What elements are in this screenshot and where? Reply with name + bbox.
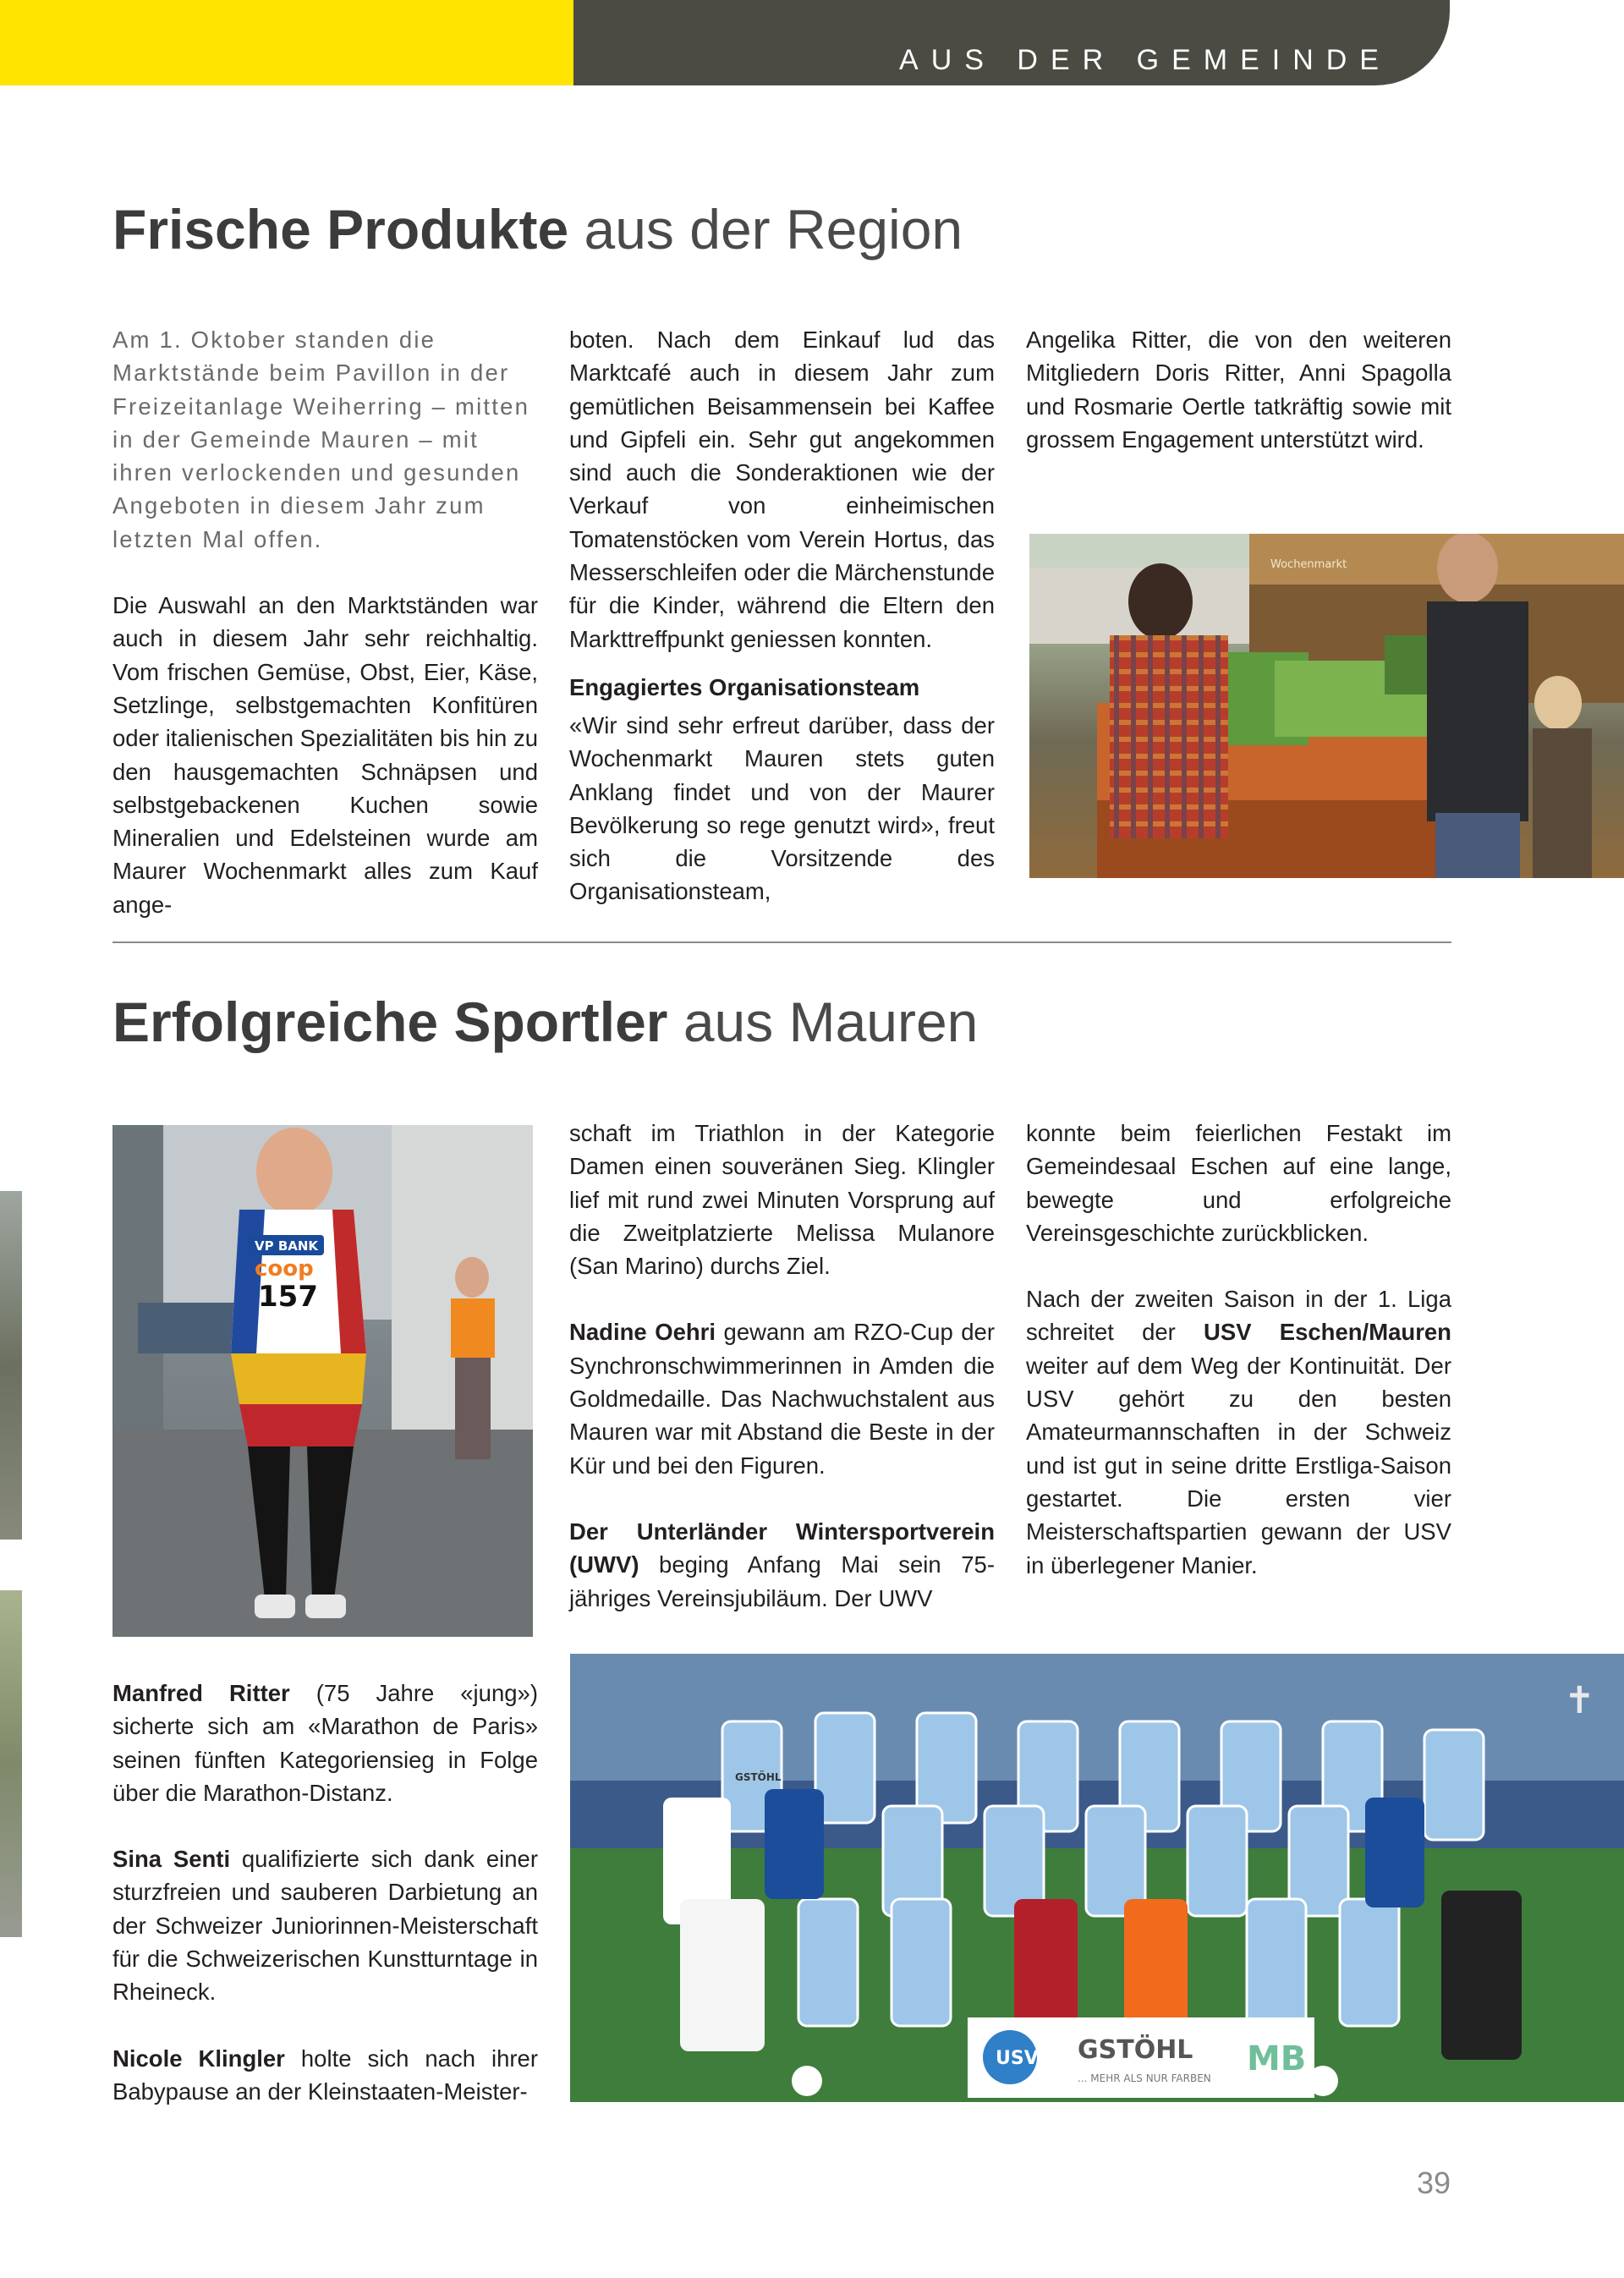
article2-column-1: [112, 1677, 538, 2108]
team-banner-center: GSTÖHL: [1078, 2035, 1193, 2065]
article-title-frische-produkte: [112, 198, 963, 261]
nadine-paragraph: [569, 1315, 995, 1481]
team-illustration: [570, 1654, 1624, 2102]
marathon-runner-photo: [112, 1125, 533, 1637]
manfred-text: (75 Jahre «jung») sicherte sich am «Marathon de Paris» seinen fünften Kategoriensieg in Folge über die Marathon-Distanz.: [112, 1680, 539, 1806]
page-number: 39: [1416, 2165, 1451, 2200]
article2-column-2: [569, 1117, 995, 1615]
nicole-name: Nicole Klingler: [112, 2045, 285, 2072]
title-light: aus der Region: [568, 198, 963, 261]
football-team-photo: [570, 1654, 1624, 2102]
manfred-paragraph: [112, 1677, 538, 1809]
runner-bib-number: 157: [258, 1280, 318, 1314]
header-yellow-bar: [0, 0, 573, 85]
title-bold: Frische Produkte: [112, 198, 569, 261]
article1-subheading: Engagiertes Organisationsteam: [569, 673, 920, 700]
market-stall-photo: [1029, 534, 1624, 878]
runner-bib-logo: coop: [255, 1256, 314, 1282]
section-label: AUS DER GEMEINDE: [899, 44, 1391, 76]
manfred-name: Manfred Ritter: [112, 1680, 290, 1706]
runner-bib-sponsor: VP BANK: [255, 1238, 319, 1254]
usv-paragraph: [1026, 1282, 1451, 1582]
article1-column-1: [112, 323, 538, 921]
article1-quote-end: Angelika Ritter, die von den weiteren Mitgliedern Doris Ritter, Anni Spagolla und Rosmarie Oertle tatkräftig sowie mit grossem Engagement unterstützt wird.: [1026, 327, 1451, 453]
nadine-text: gewann am RZO-Cup der Synchronschwimmerinnen in Amden die Goldmedaille. Das Nachwuchstalent aus Mauren war mit Abstand die Beste in der Kür und bei den Figuren.: [569, 1319, 996, 1479]
article1-lead: Am 1. Oktober standen die Marktstände beim Pavillon in der Freizeitanlage Weiherring – mitten in der Gemeinde Mauren – mit ihren verlockenden und gesunden Angeboten in diesem Jahr zum letzten Mal offen.: [112, 327, 530, 552]
article1-text-start: Die Auswahl an den Marktständen war auch in diesem Jahr sehr reichhaltig. Vom frischen Gemüse, Obst, Eier, Käse, Setzlinge, selbstgemachten Konfitüren oder italienischen Spezialitäten bis hin zu den hausgemachten Schnäpsen und selbstgebackenen Kuchen sowie Mineralien und Edelsteinen wurde am Maurer Wochenmarkt alles zum Kauf ange-: [112, 592, 538, 918]
sina-paragraph: [112, 1842, 538, 2008]
market-stall-illustration: [1029, 534, 1624, 878]
title-bold: Erfolgreiche Sportler: [112, 991, 668, 1053]
team-banner-center-sub: ... MEHR ALS NUR FARBEN: [1078, 2072, 1211, 2084]
article2-column-3: [1026, 1117, 1451, 1582]
article-title-erfolgreiche-sportler: [112, 991, 979, 1053]
section-divider: [112, 941, 1451, 943]
article1-text-cont: boten. Nach dem Einkauf lud das Marktcafé auch in diesem Jahr zum gemütlichen Beisammensein bei Kaffee und Gipfeli ein. Sehr gut angekommen sind auch die Sonderaktionen wie der Verkauf von einheimischen Tomatenstöcken vom Verein Hortus, das Messerschleifen oder die Märchenstunde für die Kinder, während die Eltern den Markttreffpunkt geniessen konnten.: [569, 327, 995, 652]
usv-pre: Nach der zweiten Saison in der 1. Liga schreitet der: [1026, 1286, 1451, 1346]
adjacent-page-image-edge: [0, 1590, 22, 1937]
nadine-name: Nadine Oehri: [569, 1319, 716, 1346]
title-light: aus Mauren: [667, 991, 979, 1053]
sina-name: Sina Senti: [112, 1846, 231, 1873]
usv-name: USV Eschen/Mauren: [1204, 1319, 1451, 1346]
article1-column-2: [569, 323, 995, 908]
adjacent-page-image-edge: [0, 1191, 22, 1540]
team-banner-right: MB: [1247, 2039, 1307, 2078]
article1-column-3: [1026, 323, 1451, 456]
market-sign-text: Wochenmarkt: [1270, 558, 1347, 571]
uwv-paragraph-start: Der Unterländer Wintersportverein (UWV) beging Anfang Mai sein 75-jähriges Vereinsjubiläum. Der UWV: [569, 1518, 995, 1611]
team-shirt-sponsor: GSTÖHL: [735, 1771, 782, 1783]
uwv-name: Der Unterländer Wintersportverein (UWV): [569, 1518, 995, 1578]
nicole-text-cont: schaft im Triathlon in der Kategorie Damen einen souveränen Sieg. Klingler lief mit rund zwei Minuten Vorsprung auf die Zweitplatzierte Melissa Mulanore (San Marino) durchs Ziel.: [569, 1120, 995, 1280]
nicole-paragraph: Nicole Klingler holte sich nach ihrer Babypause an der Kleinstaaten-Meister-: [112, 2045, 538, 2105]
article1-quote-start: «Wir sind sehr erfreut darüber, dass der Wochenmarkt Mauren stets guten Anklang findet und von der Maurer Bevölkerung so rege genutzt wird», freut sich die Vorsitzende des Organisationsteam,: [569, 711, 995, 905]
usv-text: weiter auf dem Weg der Kontinuität. Der USV gehört zu den besten Amateurmannschaften in der Schweiz und ist gut in seine dritte Erstliga-Saison gestartet. Die ersten vier Meisterschaftspartien gewann der USV in überlegener Manier.: [1026, 1352, 1451, 1578]
sina-text: qualifizierte sich dank einer sturzfreien und sauberen Darbietung an der Schweizer Juniorinnen-Meisterschaft für die Schweizerischen Kunstturntage in Rheineck.: [112, 1846, 538, 2006]
runner-illustration: [112, 1125, 533, 1637]
cross-icon: ✝: [1564, 1679, 1595, 1722]
team-banner-left: USV: [996, 2048, 1039, 2069]
uwv-paragraph-end: konnte beim feierlichen Festakt im Gemeindesaal Eschen auf eine lange, bewegte und erfolgreiche Vereinsgeschichte zurückblicken.: [1026, 1120, 1451, 1246]
